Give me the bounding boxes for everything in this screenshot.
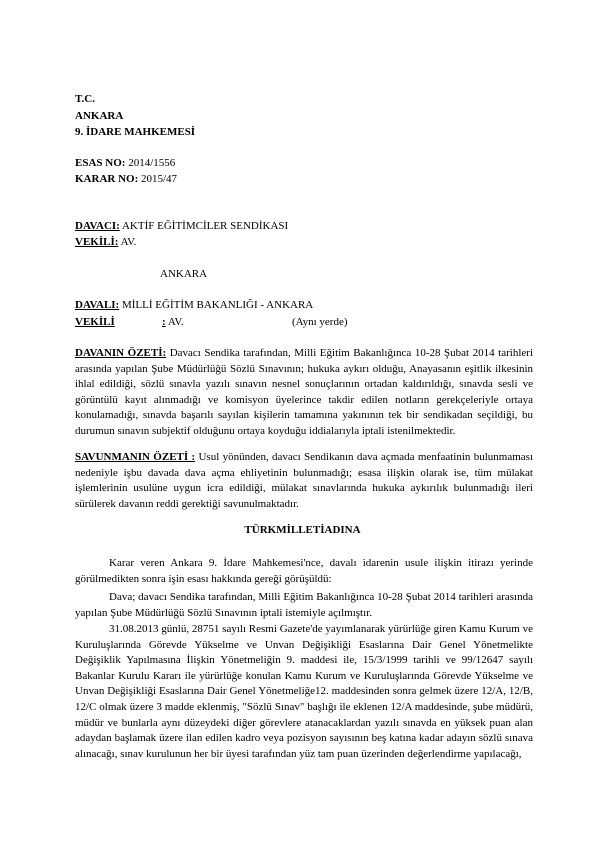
davali-vekil-note: (Aynı yerde) bbox=[292, 316, 348, 328]
case-summary bbox=[75, 346, 533, 440]
esas-no bbox=[75, 157, 175, 170]
davaci-vekil-label: VEKİLİ: bbox=[75, 236, 119, 248]
davaci-address: ANKARA bbox=[160, 268, 208, 280]
davali-line bbox=[75, 299, 313, 312]
davali-vekil-label: VEKİLİ bbox=[75, 316, 115, 328]
body-paragraph-3: 31.08.2013 günlü, 28751 sayılı Resmi Gazete'de yayımlanarak yürürlüğe giren Kamu Kurum ve Kuruluşlarında Görevde Yükselme ve Unvan Değişikliği Esaslarına Dair Genel Yönetmelikte Değişiklik Yapılmasına İlişkin Yönetmeliğin 9. maddesi ile, 15/3/1999 tarihli ve 99/12647 sayılı Bakanlar Kurulu Kararı ile yürürlüğe konulan Kamu Kurum ve Kuruluşlarında Görevde Yükselme ve Unvan Değişikliği Esaslarına Dair Genel Yönetmeliğe12. maddesinden sonra gelmek üzere 12/A, 12/B, 12/C olmak üzere 3 madde eklenmiş, "Sözlü Sınav" başlığı ile eklenen 12/A maddesinde, şube müdürü, müdür ve bunlarla aynı düzeydeki diğer görevlere atanacaklardan yazılı sınavda en yüksek puan alan adaydan başlamak üzere ilan edilen kadro veya pozisyon sayısının beş katına kadar adayın sözlü sınava alınacağı, sınav kurulunun her bir üyesi tarafından yüz tam puan üzerinden değerlendirme yapılacağı, bbox=[75, 623, 533, 760]
davaci-vekil-value: AV. bbox=[120, 236, 137, 248]
body-p3 bbox=[75, 622, 533, 762]
davaci-label: DAVACI: bbox=[75, 220, 120, 232]
summary-label: DAVANIN ÖZETİ: bbox=[75, 347, 167, 359]
davali-vekil-colon: : bbox=[162, 316, 166, 328]
karar-label: KARAR NO: bbox=[75, 173, 139, 185]
esas-value: 2014/1556 bbox=[128, 157, 176, 169]
davaci-vekil-line bbox=[75, 236, 136, 249]
country-line: T.C. bbox=[75, 93, 95, 105]
defense-text: Usul yönünden, davacı Sendikanın dava açmada menfaatinin bulunmaması nedeniyle işbu davada dava açma ehliyetinin bulunmadığı; esasa ilişkin olarak ise, tüm mülakat işlemlerinin usulüne uygun icra edildiği, mülakat sınavlarında hukuka aykırılık bulunmadığı ileri sürülerek davanın reddi gerektiği savunulmaktadır. bbox=[75, 451, 534, 510]
davali-label: DAVALI: bbox=[75, 299, 120, 311]
court-name: 9. İDARE MAHKEMESİ bbox=[75, 126, 196, 138]
davali-vekil-value: AV. bbox=[167, 316, 184, 328]
body-paragraph-2: Dava; davacı Sendika tarafından, Milli Eğitim Bakanlığınca 10-28 Şubat 2014 tarihleri arasında yapılan Şube Müdürlüğü Sözlü Sınavının iptali istemiyle açılmıştır. bbox=[75, 591, 533, 619]
davaci-line bbox=[75, 220, 288, 233]
karar-value: 2015/47 bbox=[141, 173, 178, 185]
esas-label: ESAS NO: bbox=[75, 157, 126, 169]
city-line: ANKARA bbox=[75, 110, 124, 122]
body-p1 bbox=[75, 556, 533, 587]
defense-summary bbox=[75, 450, 533, 512]
davaci-value: AKTİF EĞİTİMCİLER SENDİKASI bbox=[121, 220, 289, 232]
document-title: TÜRKMİLLETİADINA bbox=[244, 524, 361, 536]
defense-label: SAVUNMANIN ÖZETİ : bbox=[75, 451, 196, 463]
davali-value: MİLLİ EĞİTİM BAKANLIĞI - ANKARA bbox=[121, 299, 314, 311]
summary-text: Davacı Sendika tarafından, Milli Eğitim Bakanlığınca 10-28 Şubat 2014 tarihleri arasında yapılan Şube Müdürlüğü Sözlü Sınavının; hukuka aykırı olduğu, Anayasanın eşitlik ilkesinin ihlal edildiği, sözlü sınavla yazılı sınavın nesnel sonuçlarının ortadan kaldırıldığı, sınavda sesli ve görüntülü kayıt alınmadığı ve komisyon üyelerince takdir edilen notların gerekçeleriyle ortaya konulamadığı, sınavda başarılı sayılan kişilerin tamamına yakınının tek bir sendikadan seçildiği, bu durumun sınavın subjektif olduğunu ortaya koyduğu iddialarıyla iptali istenilmektedir. bbox=[75, 347, 533, 437]
body-paragraph-1: Karar veren Ankara 9. İdare Mahkemesi'nce, davalı idarenin usule ilişkin itirazı yerinde görülmedikten sonra işin esası hakkında gereği görüşüldü: bbox=[75, 557, 533, 585]
body-p2 bbox=[75, 590, 533, 621]
davali-vekil-line bbox=[75, 316, 184, 329]
karar-no bbox=[75, 173, 177, 186]
